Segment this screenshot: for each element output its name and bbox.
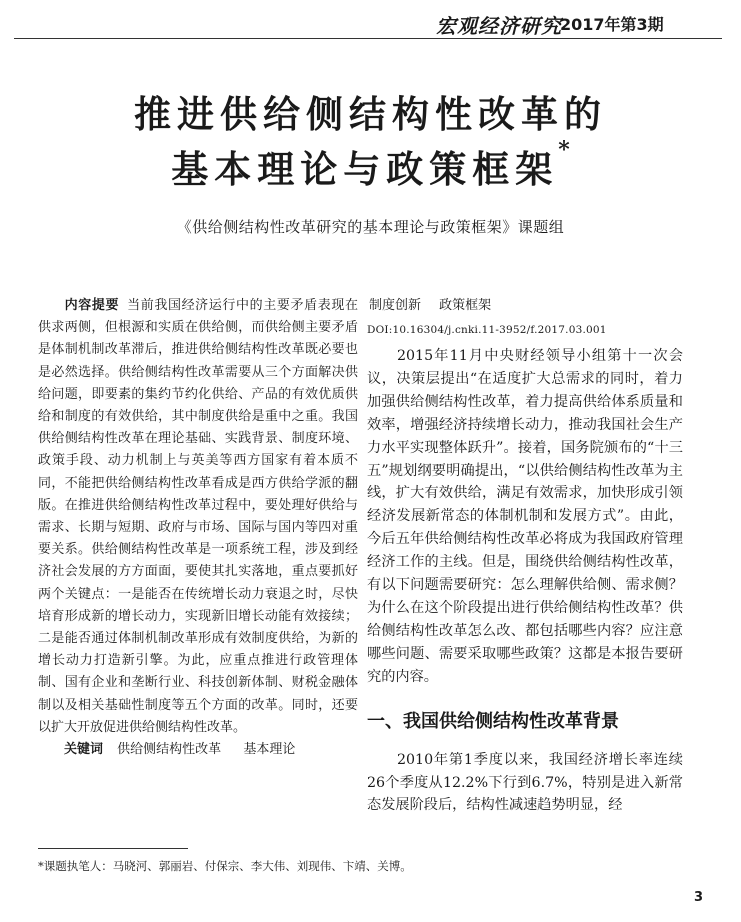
abstract-text: 当前我国经济运行中的主要矛盾表现在供求两侧，但根源和实质在供给侧，而供给侧主要矛盾是体制机制改革滞后，推进供给侧结构性改革既必要也是必然选择。供给侧结构性改革需要从三个方面解决供给问题，即要素的集约节约化供给、产品的有效优质供给和制度的有效供给，其中制度供给是重中之重。我国供给侧结构性改革在理论基础、实践背景、制度环境、政策手段、动力机制上与英美等西方国家有着本质不同，不能把供给侧结构性改革看成是西方供给学派的翻版。在推进供给侧结构性改革过程中，要处理好供给与需求、长期与短期、政府与市场、国际与国内等四对重要关系。供给侧结构性改革是一项系统工程，涉及到经济社会发展的方方面面，要使其扎实落地，重点要抓好两个关键点：一是能否在传统增长动力衰退之时，尽快培育形成新的增长动力，实现新旧增长动能有效接续；二是能否通过体制机制改革形成有效制度供给，为新的增长动力打造新引擎。为此，应重点推进行政管理体制、国有企业和垄断行业、科技创新体制、财税金融体制以及相关基础性制度等五个方面的改革。同时，还要以扩大开放促进供给侧结构性改革。 (38, 298, 358, 735)
section-heading: 一、我国供给侧结构性改革背景 (367, 710, 619, 732)
journal-name: 宏观经济研究 (436, 14, 562, 38)
body-paragraph-1-text: 2015年11月中央财经领导小组第十一次会议，决策层提出“在适度扩大总需求的同时，着力加强供给侧结构性改革，着力提高供给体系质量和效率，增强经济持续增长动力，推动我国社会生产力水平实现整体跃升”。接着，国务院颁布的“十三五”规划纲要明确提出，“以供给侧结构性改革为主线，扩大有效供给，满足有效需求，加快形成引领经济发展新常态的体制机制和发展方式”。由此，今后五年供给侧结构性改革必将成为我国政府管理经济工作的主线。但是，围绕供给侧结构性改革，有以下问题需要研究：怎么理解供给侧、需求侧？为什么在这个阶段提出进行供给侧结构性改革？供给侧结构性改革怎么改、都包括哪些内容？应注意哪些问题、需要采取哪些政策？这都是本报告要研究的内容。 (367, 348, 683, 685)
footnote: *课题执笔人：马晓河、郭丽岩、付保宗、李大伟、刘现伟、卞靖、关博。 (38, 859, 412, 873)
body-paragraph-2 (367, 749, 683, 818)
title-line-2-text: 基本理论与政策框架 (171, 147, 559, 191)
keywords-continued (367, 295, 683, 317)
keywords (38, 739, 358, 761)
header-rule (14, 38, 722, 39)
abstract (38, 295, 358, 761)
title-line-2 (0, 139, 741, 193)
author-group: 《供给侧结构性改革研究的基本理论与政策框架》课题组 (176, 218, 565, 236)
footnote-rule (38, 848, 188, 849)
keywords-label: 关键词 (64, 742, 104, 758)
keyword-item: 制度创新 (369, 298, 422, 313)
abstract-label: 内容提要 (64, 298, 120, 313)
body-paragraph-2-text: 2010年第1季度以来，我国经济增长率连续26个季度从12.2%下行到6.7%，特别是进入新常态发展阶段后，结构性减速趋势明显，经 (367, 751, 683, 814)
keyword-item: 供给侧结构性改革 (117, 742, 222, 758)
doi: DOI:10.16304/j.cnki.11-3952/f.2017.03.001 (367, 324, 607, 336)
title-line-1: 推进供给侧结构性改革的 (134, 92, 607, 136)
page-header (0, 0, 741, 40)
issue-number: 2017年第3期 (560, 15, 664, 34)
title-footnote-marker: * (558, 137, 570, 163)
page-number: 3 (694, 890, 704, 905)
right-column (367, 295, 683, 817)
keyword-item: 政策框架 (439, 298, 492, 313)
keyword-item: 基本理论 (243, 742, 296, 758)
body-paragraph-1 (367, 345, 683, 689)
